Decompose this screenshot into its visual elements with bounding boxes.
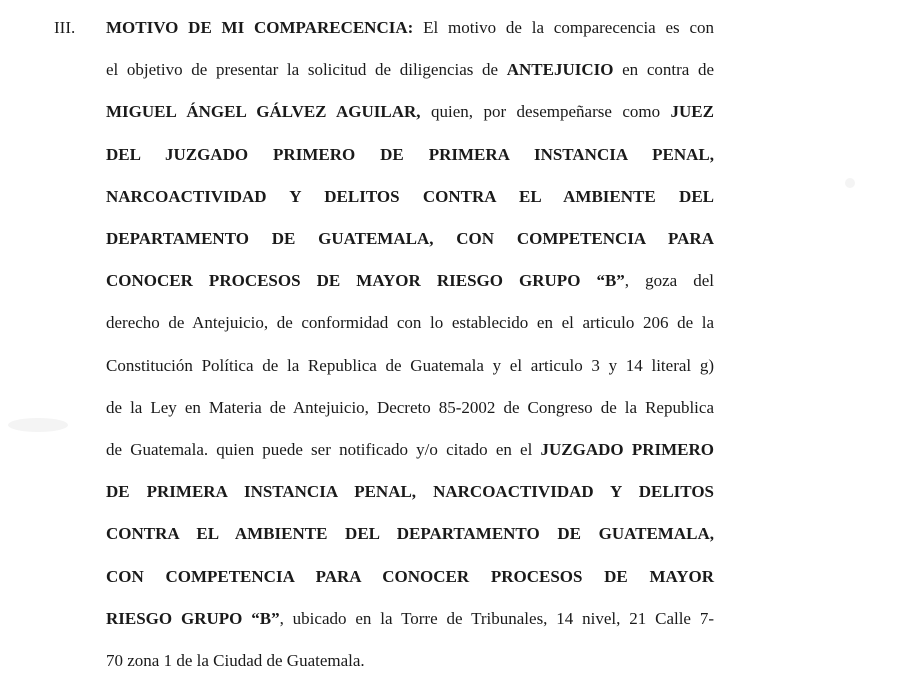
paragraph-line	[106, 478, 714, 506]
bold-text: RIESGO GRUPO “B”	[106, 608, 280, 628]
paragraph-line	[106, 267, 714, 295]
body-text: en contra de	[613, 60, 714, 80]
paragraph-line	[106, 225, 714, 253]
bold-text: JUEZ	[670, 102, 714, 122]
body-text: el objetivo de presentar la solicitud de diligencias de	[106, 60, 507, 80]
paragraph-line	[106, 563, 714, 591]
paragraph-line	[106, 647, 714, 675]
bold-text: CON COMPETENCIA PARA CONOCER PROCESOS DE MAYOR	[106, 566, 714, 586]
bold-text: MOTIVO DE MI COMPARECENCIA:	[106, 18, 414, 37]
body-text: de Guatemala. quien puede ser notificado y/o citado en el	[106, 440, 541, 459]
body-text: , ubicado en la Torre de Tribunales, 14 nivel, 21 Calle 7-	[279, 608, 714, 628]
paragraph-line	[106, 605, 714, 633]
body-text: 70 zona 1 de la Ciudad de Guatemala.	[106, 651, 365, 670]
bold-text: MIGUEL ÁNGEL GÁLVEZ AGUILAR,	[106, 102, 421, 122]
paragraph-line	[106, 520, 714, 548]
body-text: El motivo de la comparecencia es con	[413, 18, 714, 37]
bold-text: CONTRA EL AMBIENTE DEL DEPARTAMENTO DE GUATEMALA,	[106, 524, 714, 544]
bold-text: DEPARTAMENTO DE GUATEMALA, CON COMPETENCIA PARA	[106, 229, 714, 248]
body-text: Constitución Política de la Republica de Guatemala y el articulo 3 y 14 literal g)	[106, 355, 714, 375]
paragraph-line	[106, 98, 714, 126]
paragraph-line	[106, 309, 714, 337]
scan-smudge	[845, 178, 855, 188]
body-text: de la Ley en Materia de Antejuicio, Decreto 85-2002 de Congreso de la Republica	[106, 397, 714, 417]
paragraph-line	[106, 394, 714, 422]
body-text: quien, por desempeñarse como	[420, 102, 671, 122]
bold-text: DEL JUZGADO PRIMERO DE PRIMERA INSTANCIA PENAL,	[106, 144, 714, 164]
body-text: derecho de Antejuicio, de conformidad con lo establecido en el articulo 206 de la	[106, 313, 714, 333]
bold-text: JUZGADO PRIMERO	[540, 440, 714, 459]
section-numeral: III.	[54, 18, 76, 37]
paragraph-line	[106, 183, 714, 211]
paragraph-line	[106, 141, 714, 169]
bold-text: CONOCER PROCESOS DE MAYOR RIESGO GRUPO “B”	[106, 271, 625, 291]
paragraph-line	[106, 352, 714, 380]
paragraph-line	[106, 436, 714, 464]
bold-text: NARCOACTIVIDAD Y DELITOS CONTRA EL AMBIENTE DEL	[106, 186, 714, 206]
bold-text: ANTEJUICIO	[506, 60, 614, 80]
bold-text: DE PRIMERA INSTANCIA PENAL, NARCOACTIVIDAD Y DELITOS	[106, 482, 714, 502]
scan-smudge	[8, 418, 68, 432]
body-text: , goza del	[624, 271, 714, 291]
paragraph-line	[106, 14, 714, 42]
paragraph-line	[106, 56, 714, 84]
